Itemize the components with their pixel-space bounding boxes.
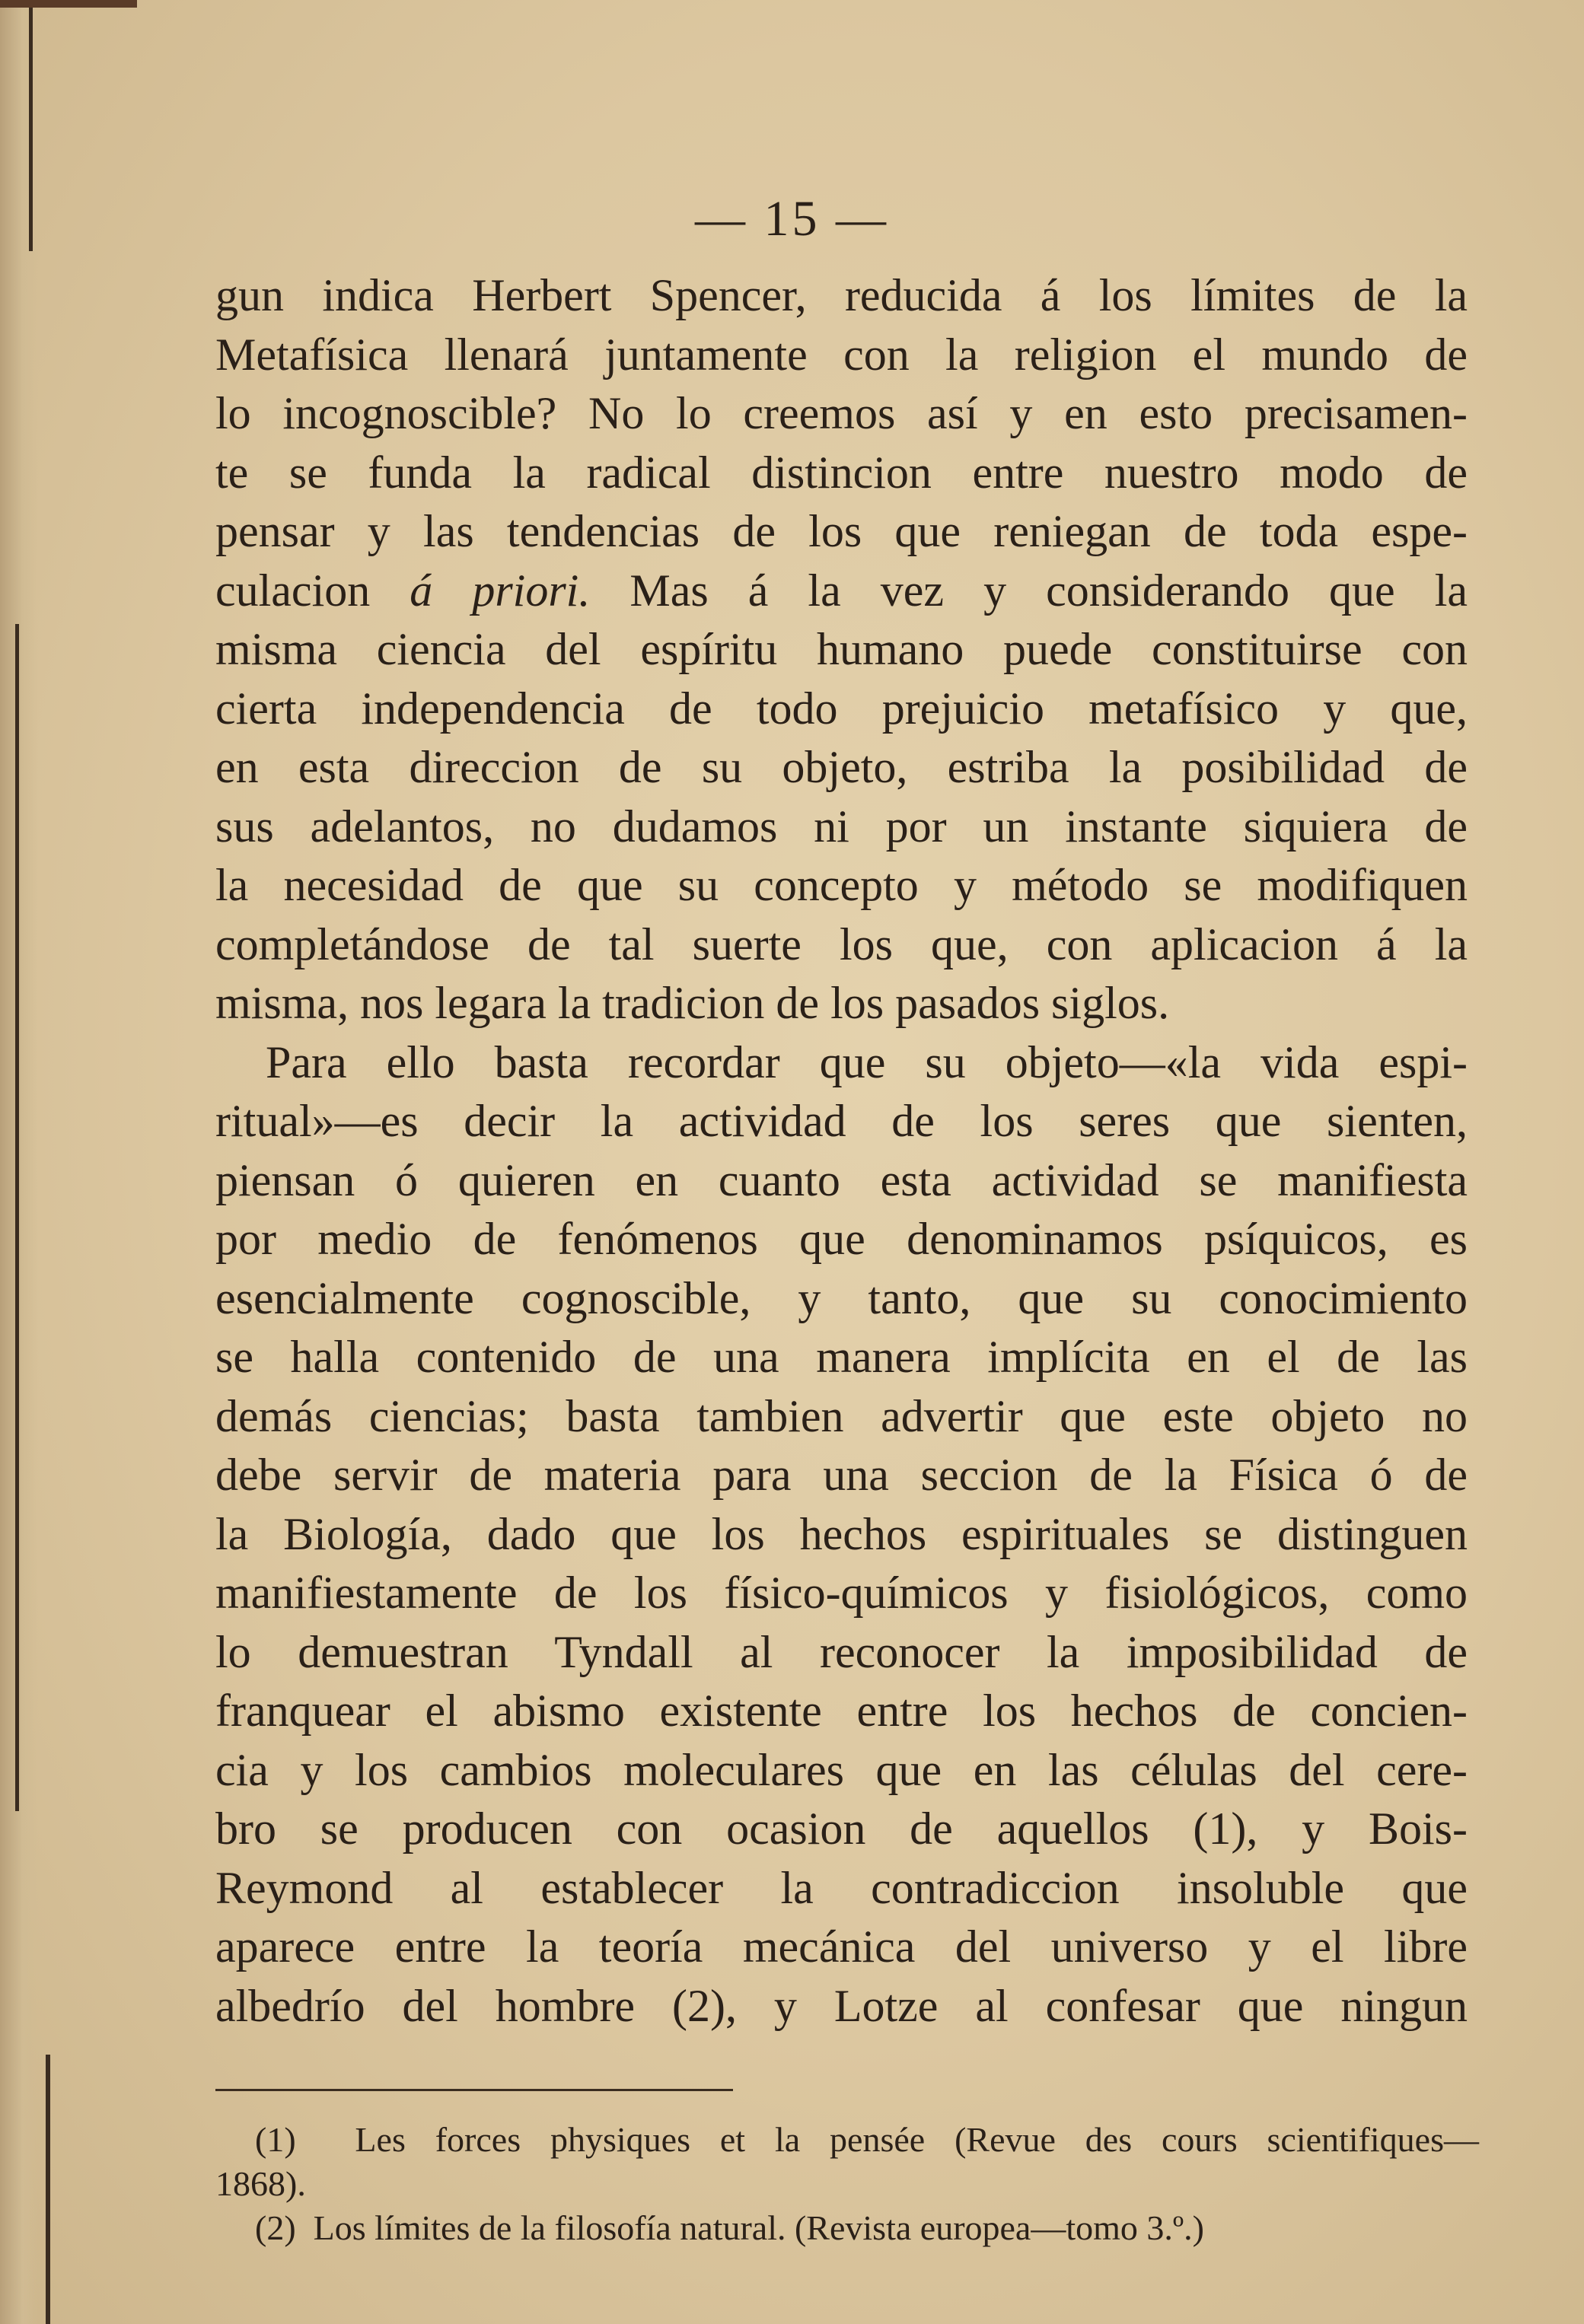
text-line: cierta independencia de todo prejuicio metafísico y que, xyxy=(215,683,1468,734)
text-line: en esta direccion de su objeto, estriba la posibilidad de xyxy=(215,742,1468,792)
text-line: aparece entre la teoría mecánica del universo y el libre xyxy=(215,1921,1468,1972)
text-line: lo incognoscible? No lo creemos así y en esto precisamen- xyxy=(215,388,1468,438)
text-line: esencialmente cognoscible, y tanto, que su conocimiento xyxy=(215,1272,1468,1323)
text-line: ritual»—es decir la actividad de los seres que sienten, xyxy=(215,1096,1468,1146)
text-line: demás ciencias; basta tambien advertir que este objeto no xyxy=(215,1390,1468,1441)
footnote-text: Les forces physiques et la pensée (Revue des cours scientifiques— xyxy=(355,2120,1480,2159)
text-line: lo demuestran Tyndall al reconocer la imposibilidad de xyxy=(215,1626,1468,1677)
text-line-with-italic xyxy=(215,562,1468,621)
footnote-divider xyxy=(215,2089,733,2091)
text-line: completándose de tal suerte los que, con aplicacion á la xyxy=(215,918,1468,969)
footnote-marker: (2) xyxy=(255,2208,296,2247)
footnote-text: Los límites de la filosofía natural. (Revista europea—tomo 3.º.) xyxy=(313,2208,1204,2247)
binding-shadow-line xyxy=(46,2055,50,2324)
text-line: por medio de fenómenos que denominamos psíquicos, es xyxy=(215,1214,1468,1264)
italic-phrase: á priori. xyxy=(410,565,591,616)
text-line: misma, nos legara la tradicion de los pasados siglos. xyxy=(215,978,1170,1028)
text-line: cia y los cambios moleculares que en las células del cere- xyxy=(215,1744,1468,1795)
page-edge-stain xyxy=(0,0,137,8)
text-segment: culacion xyxy=(215,565,410,616)
text-line: misma ciencia del espíritu humano puede constituirse con xyxy=(215,624,1468,674)
footnote-2 xyxy=(215,2206,1479,2250)
text-line: la necesidad de que su concepto y método se modifiquen xyxy=(215,860,1468,910)
binding-shadow-line xyxy=(15,624,19,1811)
footnote-marker: (1) xyxy=(255,2120,296,2159)
text-line: franquear el abismo existente entre los hechos de concien- xyxy=(215,1686,1468,1736)
text-line: pensar y las tendencias de los que reniegan de toda espe- xyxy=(215,506,1468,556)
text-line: piensan ó quieren en cuanto esta actividad se manifiesta xyxy=(215,1154,1468,1205)
text-line: debe servir de materia para una seccion de la Física ó de xyxy=(215,1450,1468,1500)
text-line: Metafísica llenará juntamente con la religion el mundo de xyxy=(215,329,1468,380)
footnotes xyxy=(215,2118,1479,2250)
text-line: manifiestamente de los físico-químicos y fisiológicos, como xyxy=(215,1568,1468,1618)
text-line: sus adelantos, no dudamos ni por un instante siquiera de xyxy=(215,801,1468,852)
text-line: albedrío del hombre (2), y Lotze al confesar que ningun xyxy=(215,1980,1468,2031)
text-line: Reymond al establecer la contradiccion insoluble que xyxy=(215,1862,1468,1913)
footnote-1 xyxy=(215,2118,1479,2162)
text-line: la Biología, dado que los hechos espirituales se distinguen xyxy=(215,1508,1468,1559)
footnote-1-continuation: 1868). xyxy=(215,2164,306,2203)
body-text xyxy=(215,266,1468,2036)
text-segment: Mas á la vez y considerando que la xyxy=(590,565,1468,616)
text-line: te se funda la radical distincion entre nuestro modo de xyxy=(215,447,1468,498)
text-line: se halla contenido de una manera implícita en el de las xyxy=(215,1332,1468,1382)
text-line: gun indica Herbert Spencer, reducida á los límites de la xyxy=(215,270,1468,320)
text-line: Para ello basta recordar que su objeto—«la vida espi- xyxy=(266,1036,1468,1087)
text-line: bro se producen con ocasion de aquellos (1), y Bois- xyxy=(215,1803,1468,1854)
page-number: — 15 — xyxy=(695,191,889,247)
page-binding-edge xyxy=(0,0,38,2324)
